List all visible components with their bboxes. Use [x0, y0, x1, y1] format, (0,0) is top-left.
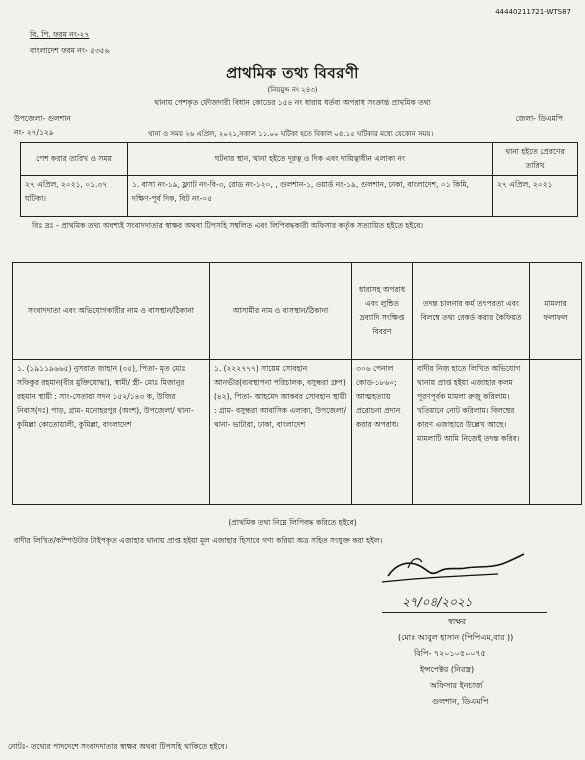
header-informant: সংবাদদাতা এবং অভিযোগকারীর নাম ও বাসস্থান/ঠিকানা: [13, 263, 210, 360]
cell-investigation: বাদীর নিজ হাতে লিখিত অভিযোগ থানায় প্রাপ্ত হইয়া এজাহার কলম পূরণপূর্বক মামলা রুজু করিলাম। খতিয়ানে নোট করিলাম। বিলম্বের কারণ এজাহারে উল্লেখ আছে। মামলাটি আমি নিজেই তদন্ত করিব।: [413, 360, 530, 505]
parties-table: [12, 262, 582, 505]
note-verification: বিঃ দ্রঃ - প্রাথমিক তথ্য অবশ্যই সংবাদদাতার স্বাক্ষর অথবা টিপসহি সম্বলিত এবং লিপিবদ্ধকারী অফিসার কর্তৃক সত্যায়িত হইতে হইবে।: [32, 221, 424, 230]
signature-line: [382, 612, 547, 613]
header-result: মামলার ফলাফল: [530, 263, 582, 360]
subtitle: থানায় পেশকৃত ফৌজদারী বিধান কোডের ১৫৪ নং ধারায় ধর্তব্য অপরাধ সংক্রান্ত প্রাথমিক তথ্য: [154, 98, 431, 107]
bd-form-label: বাংলাদেশ ফরম নং- ৫৩৫৬: [30, 46, 110, 55]
district-label: জেলা- ডিএমপি: [515, 114, 563, 123]
officer-post: অফিসার ইনচার্জ: [430, 681, 483, 690]
officer-bp: বিপি- ৭২০১০৫০০৭৫: [414, 649, 486, 658]
filing-statement: বাদীর লিখিত/কম্পিউটার টাইপকৃত এজাহার থানায় প্রাপ্ত হইয়া মূল এজাহার হিসাবে গণ্য করিয়া অত্র সহিত সংযুক্ত করা হইল।: [14, 536, 383, 545]
cell-incident-place: ১. বাসা নং-১৯, ফ্ল্যাট নং-বি-৩, রোড নং-১২০, , গুলশান-১, ওয়ার্ড নং-১৯, গুলশান, ঢাকা, বাংলাদেশ, ০১ কিমি, দক্ষিণ-পূর্ব দিক, বিট নং-০৫: [128, 176, 493, 217]
signature-label: স্বাক্ষর: [448, 617, 467, 626]
thana-time: থানা ও সময় ২৬ এপ্রিল, ২০২১,সকাল ১১.০০ ঘটিকা হতে বিকাল ০৪.১৫ ঘটিকার মধ্যে যেকোন সময়।: [148, 130, 434, 138]
cell-submit-time: ২৭ এপ্রিল, ২০২১, ০১.৩৭ ঘটিকা।: [21, 176, 128, 217]
below-table-note: (প্রাথমিক তথ্য নিম্নে লিপিবদ্ধ করিতে হইবে): [228, 518, 357, 527]
header-dispatch-date: থানা হইতে প্রেরণের তারিখ: [493, 143, 578, 176]
officer-station: গুলশান, ডিএমপি: [432, 697, 489, 706]
header-submit-time: পেশ করার তারিখ ও সময়: [21, 143, 128, 176]
incident-table: [20, 142, 578, 217]
signature-date: ২৭/০৪/২০২১: [402, 595, 473, 609]
header-investigation: তদন্ত চালনার কর্ম তৎপরতা এবং বিলম্বে তথ্য রেকর্ড করার কৈফিয়ত: [413, 263, 530, 360]
case-number: নং- ২৭/১২৯: [14, 128, 54, 137]
upazila-label: উপজেলা- গুলশান: [14, 114, 71, 123]
footer-note: নোটঃ- তথ্যের পাদদেশে সংবাদদাতার স্বাক্ষর অথবা টিপসহি থাকিতে হইবে।: [8, 742, 228, 751]
header-accused: আসামীর নাম ও বাসস্থান/ঠিকানা: [210, 263, 352, 360]
document-title: প্রাথমিক তথ্য বিবরণী: [226, 64, 359, 82]
header-incident-place: ঘটনার স্থান, থানা হইতে দূরত্ব ও দিক এবং দায়িত্বাধীন এলাকা নং: [128, 143, 493, 176]
cell-accused: ১. (২২২৭৭৭) সায়েম সোবহান আনভীর(ব্যবস্থাপনা পরিচালক, বসুন্ধরা গ্রুপ) (৪২), পিতা- আহমেদ আকবর সোবহান স্থায়ী : গ্রাম- বসুন্ধরা আবাসিক এলাকা, উপজেলা/থানা- ভাটারা, ঢাকা, বাংলাদেশ: [210, 360, 352, 505]
form-label: বি. পি. ফরম নং-২৭: [30, 30, 90, 39]
cell-offence: ৩০৬ পেনাল কোড-১৮৬০; আত্মহত্যায় প্ররোচনা প্রদান করার অপরাধ।: [352, 360, 413, 505]
cell-dispatch-date: ২৭ এপ্রিল, ২০২১: [493, 176, 578, 217]
header-offence: ধারাসহ অপরাধ এবং লুন্ঠিত দ্রব্যাদি সংক্ষিপ্ত বিবরণ: [352, 263, 413, 360]
officer-rank: ইন্সপেক্টর (নিরস্ত্র): [420, 665, 475, 674]
doc-id: 44440211721-WTS87: [495, 8, 571, 16]
officer-name: (মোঃ আবুল হাসান (পিপিএম,বার )): [398, 633, 514, 642]
officer-signature: [378, 546, 528, 590]
rule-ref: (নিয়মুদ্দ নং ২৪৩): [267, 86, 318, 94]
cell-informant: ১. (১৯১১৯৬৬৫) নুসরাত জাহান (৩৫), পিতা- মৃত মোঃ সফিকুর রহমান(বীর মুক্তিযোদ্ধা), স্বামী/ স্ত্রী- মোঃ মিজানুর রহমান স্থায়ী : সাং-সেতারা সদন ১৫২/১৪৩ ক, উজির নিবাস(দঃ) পাড়, গ্রাম- মনোহরপুর (অংশ), উপজেলা/ থানা- কুমিল্লা কোতোয়ালী, কুমিল্লা, বাংলাদেশ: [13, 360, 210, 505]
cell-result: [530, 360, 582, 505]
